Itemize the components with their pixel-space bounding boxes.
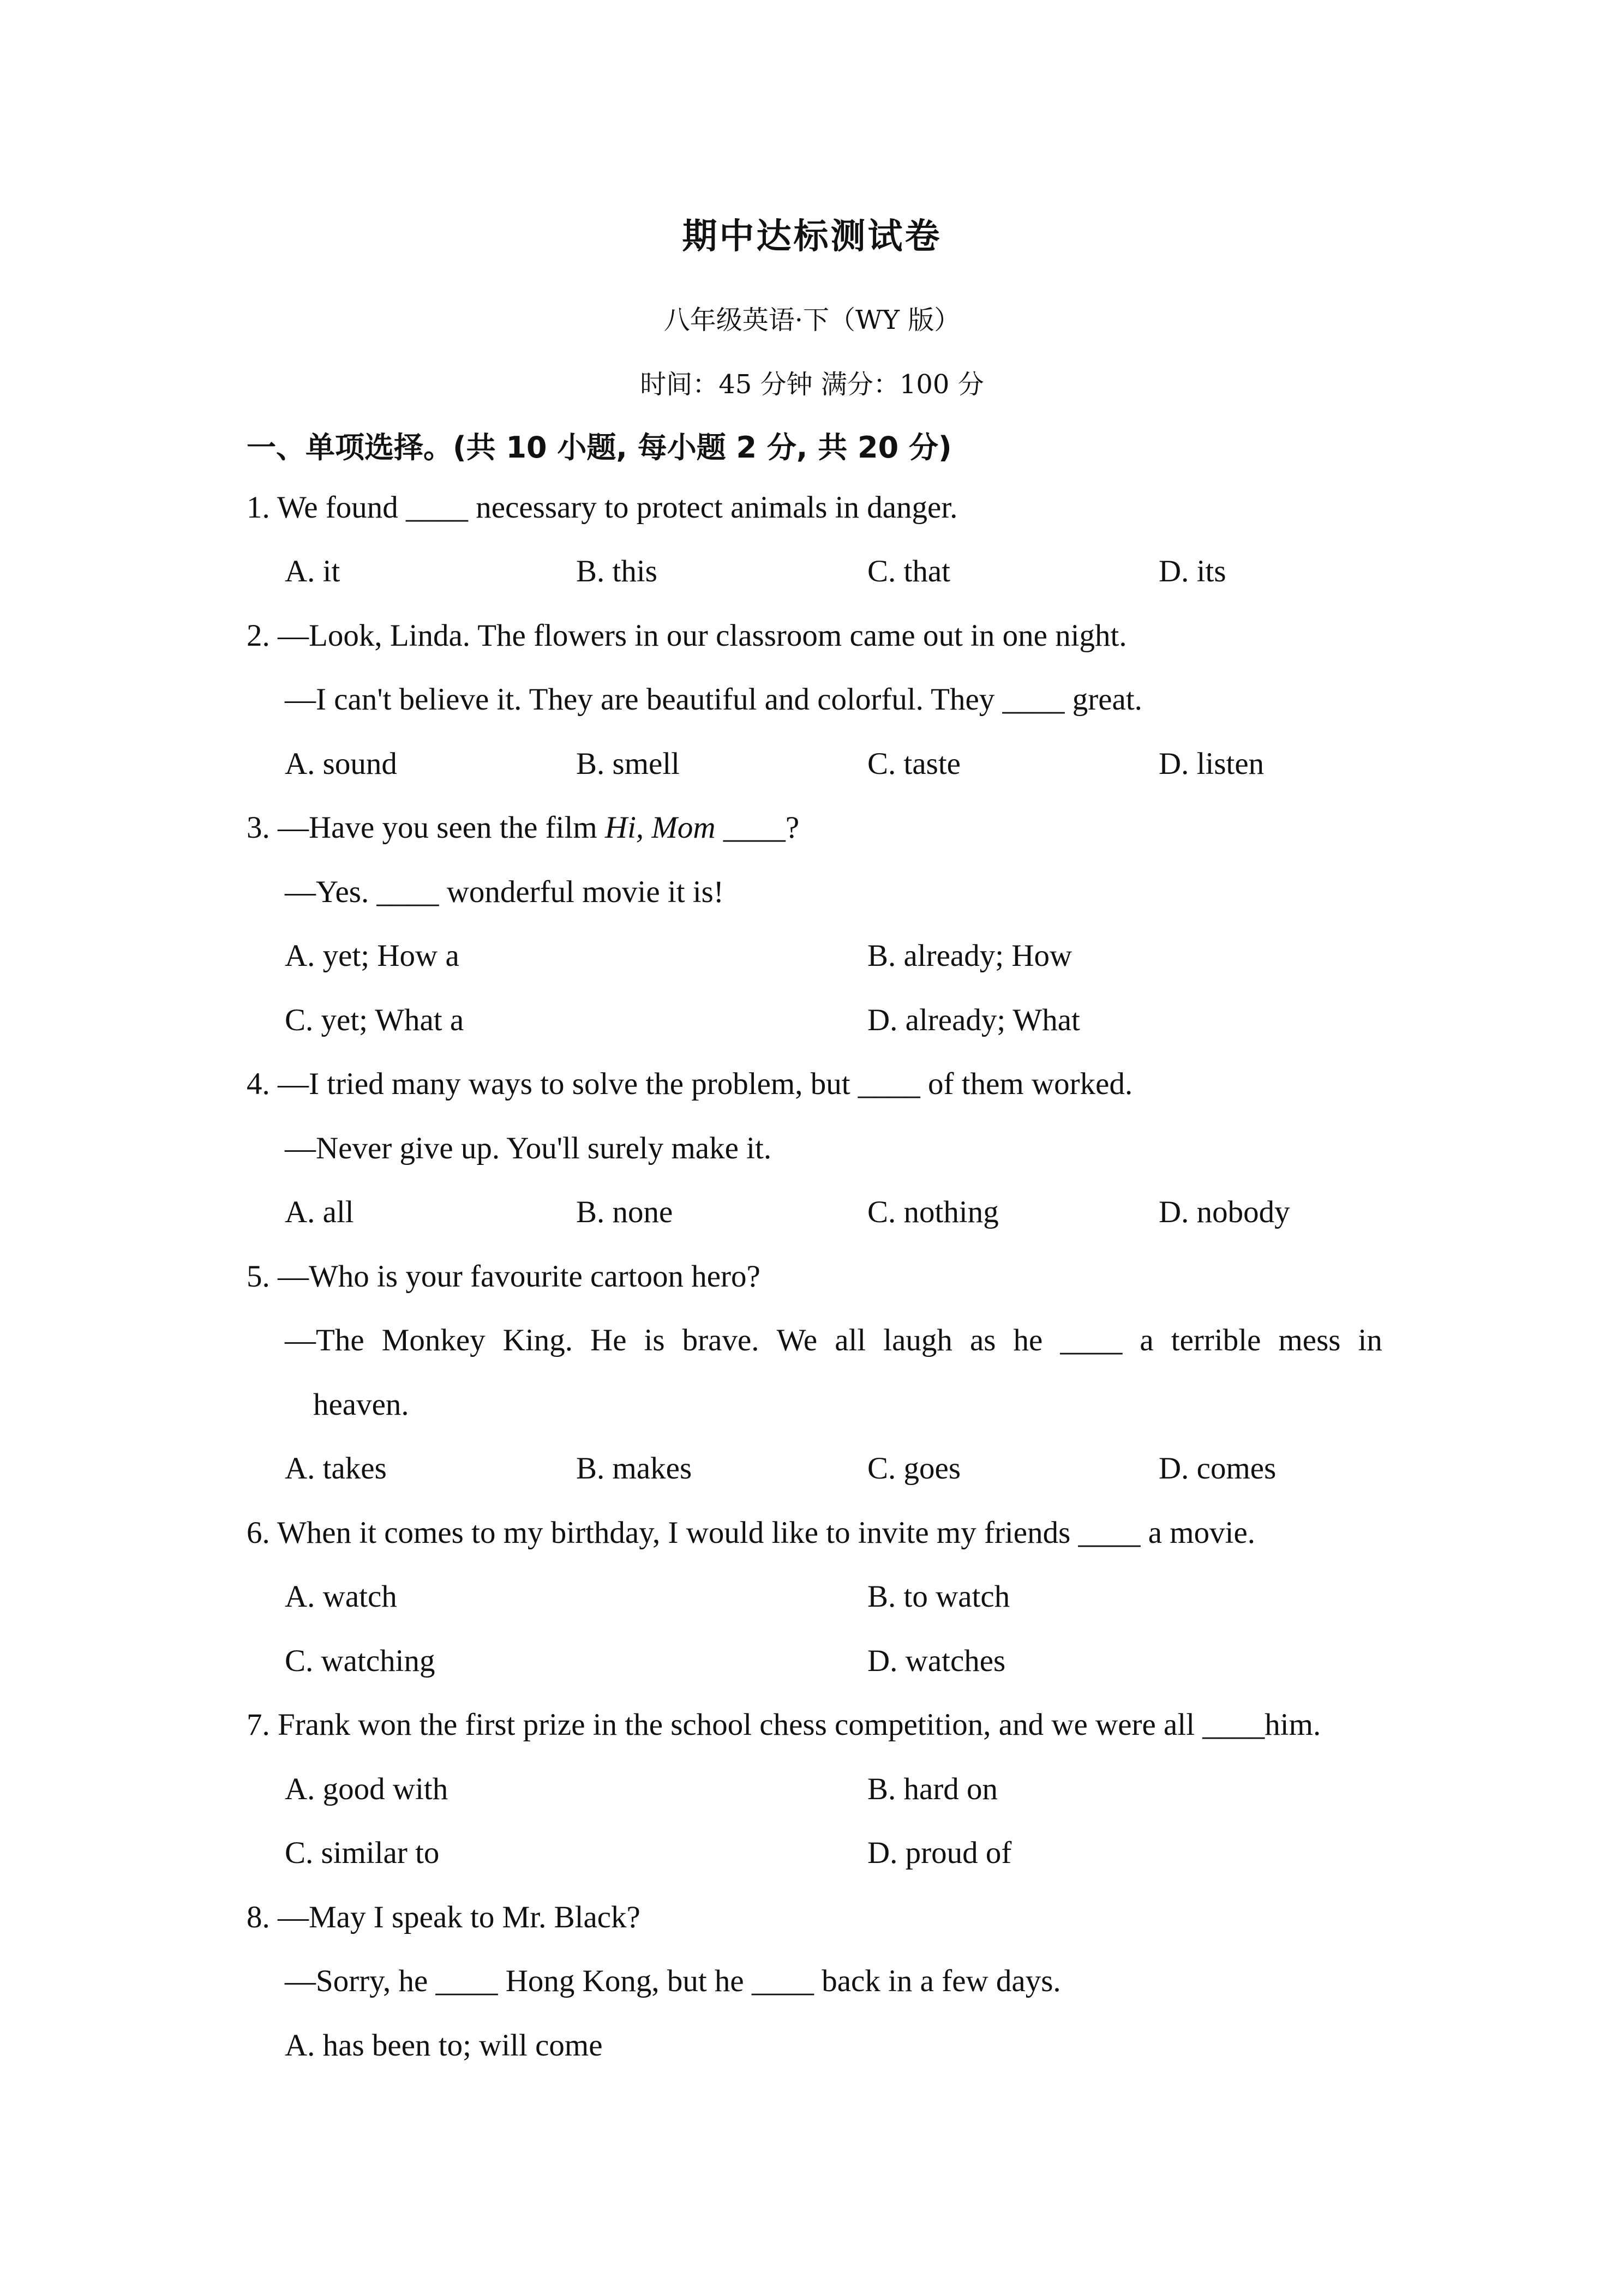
question-5-reply-word: all [835,1323,866,1357]
question-5-reply-word: ____ [1060,1323,1123,1357]
question-3-option-c: C. yet; What a [285,1003,464,1037]
question-5-reply-word: as [969,1323,996,1357]
question-4-option-a: A. all [285,1195,354,1229]
question-3-option-d: D. already; What [867,1003,1080,1037]
question-5-reply-word: is [644,1323,665,1357]
question-1-option-d: D. its [1159,554,1226,588]
question-5-reply-continued: heaven. [313,1387,409,1422]
question-5-reply-word: in [1358,1323,1382,1357]
question-5-option-d: D. comes [1159,1451,1277,1486]
exam-title: 期中达标测试卷 [682,217,942,257]
question-5-reply-word: Monkey [381,1323,486,1357]
question-5-reply-word: We [776,1323,818,1357]
question-5-option-c: C. goes [867,1451,961,1486]
question-6-option-a: A. watch [285,1579,397,1614]
question-3-film-title: Hi, Mom [604,810,716,845]
question-5-reply-word: He [590,1323,627,1357]
time-score-info: 时间：45 分钟 满分：100 分 [640,369,984,400]
question-1-option-b: B. this [576,554,657,588]
question-5-reply-word: a [1140,1323,1154,1357]
question-2-option-a: A. sound [285,747,397,781]
question-2-stem: 2. —Look, Linda. The flowers in our classroom came out in one night. [247,618,1127,653]
question-5-reply-word: terrible [1171,1323,1261,1357]
question-6-stem: 6. When it comes to my birthday, I would like to invite my friends ____ a movie. [247,1516,1256,1550]
question-1-option-a: A. it [285,554,340,588]
question-2-option-d: D. listen [1159,747,1265,781]
question-8-reply: —Sorry, he ____ Hong Kong, but he ____ back in a few days. [285,1964,1061,1998]
question-7-option-a: A. good with [285,1772,448,1806]
section-heading: 一、单项选择。(共 10 小题, 每小题 2 分, 共 20 分) [247,430,952,465]
question-2-option-c: C. taste [867,747,961,781]
question-3-stem-pre: 3. —Have you seen the film [247,810,605,845]
question-4-reply: —Never give up. You'll surely make it. [285,1131,772,1165]
question-5-reply [285,1321,1382,1360]
question-3-stem-post: ____? [715,810,800,845]
question-7-option-d: D. proud of [867,1836,1012,1870]
question-6-option-c: C. watching [285,1644,435,1678]
question-4-stem: 4. —I tried many ways to solve the problem, but ____ of them worked. [247,1067,1133,1101]
question-2-reply: —I can't believe it. They are beautiful and colorful. They ____ great. [285,682,1142,717]
question-6-option-b: B. to watch [867,1579,1010,1614]
question-4-option-d: D. nobody [1159,1195,1290,1229]
question-2-option-b: B. smell [576,747,680,781]
question-3-reply: —Yes. ____ wonderful movie it is! [285,875,724,909]
question-3-option-b: B. already; How [867,939,1072,973]
question-5-reply-word: King. [502,1323,573,1357]
question-3-option-a: A. yet; How a [285,939,459,973]
question-5-reply-word: brave. [682,1323,759,1357]
question-5-reply-word: laugh [883,1323,952,1357]
question-3-stem [247,809,799,847]
question-1-option-c: C. that [867,554,950,588]
question-7-option-b: B. hard on [867,1772,998,1806]
question-7-stem: 7. Frank won the first prize in the school chess competition, and we were all ____him. [247,1708,1321,1742]
question-4-option-c: C. nothing [867,1195,999,1229]
question-1-stem: 1. We found ____ necessary to protect animals in danger. [247,490,958,525]
question-8-option-a: A. has been to; will come [285,2028,603,2063]
question-5-reply-word: he [1013,1323,1043,1357]
question-5-option-b: B. makes [576,1451,692,1486]
question-8-stem: 8. —May I speak to Mr. Black? [247,1900,640,1934]
question-6-option-d: D. watches [867,1644,1006,1678]
question-5-stem: 5. —Who is your favourite cartoon hero? [247,1259,760,1294]
question-5-reply-word: —The [285,1323,364,1357]
exam-subtitle: 八年级英语·下（WY 版） [663,305,961,335]
question-5-reply-word: mess [1278,1323,1341,1357]
question-4-option-b: B. none [576,1195,673,1229]
question-5-option-a: A. takes [285,1451,387,1486]
question-7-option-c: C. similar to [285,1836,440,1870]
